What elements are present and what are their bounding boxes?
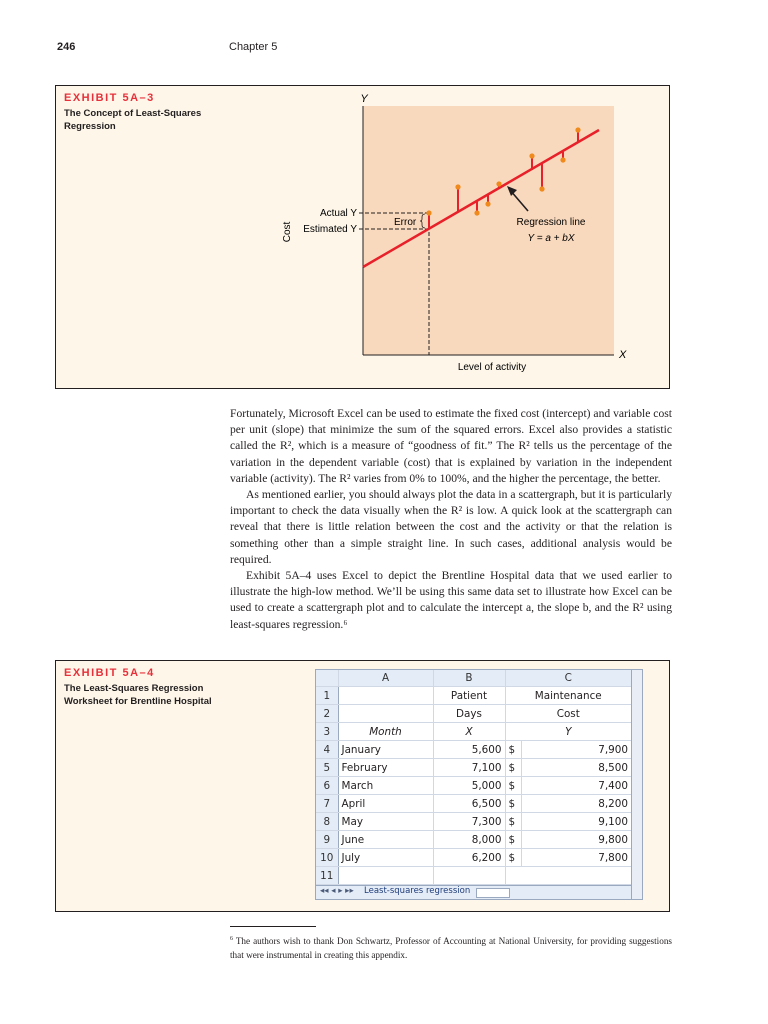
patient-days-cell[interactable]: 5,600 bbox=[433, 741, 505, 759]
column-header-row bbox=[316, 670, 632, 687]
cell[interactable]: Patient bbox=[433, 687, 505, 705]
row-header[interactable]: 1 bbox=[316, 687, 338, 705]
select-all-corner[interactable] bbox=[316, 670, 338, 687]
row-header[interactable]: 6 bbox=[316, 777, 338, 795]
maintenance-cost-cell[interactable]: 7,900 bbox=[521, 741, 632, 759]
patient-days-cell[interactable]: 7,100 bbox=[433, 759, 505, 777]
row-header[interactable]: 11 bbox=[316, 867, 338, 885]
maintenance-cost-cell[interactable]: 7,800 bbox=[521, 849, 632, 867]
row-header[interactable]: 7 bbox=[316, 795, 338, 813]
maintenance-cost-cell[interactable]: 9,800 bbox=[521, 831, 632, 849]
data-point bbox=[539, 186, 544, 191]
cell[interactable]: X bbox=[433, 723, 505, 741]
sheet-tab-bar bbox=[316, 885, 632, 899]
patient-days-cell[interactable]: 6,200 bbox=[433, 849, 505, 867]
month-cell[interactable]: June bbox=[338, 831, 433, 849]
cell[interactable] bbox=[505, 867, 632, 885]
column-header-c[interactable]: C bbox=[505, 670, 632, 687]
table-row bbox=[316, 723, 632, 741]
column-header-b[interactable]: B bbox=[433, 670, 505, 687]
page-number: 246 bbox=[57, 41, 76, 53]
row-header[interactable]: 3 bbox=[316, 723, 338, 741]
patient-days-cell[interactable]: 5,000 bbox=[433, 777, 505, 795]
month-cell[interactable]: May bbox=[338, 813, 433, 831]
currency-cell[interactable]: $ bbox=[505, 795, 521, 813]
month-cell[interactable]: January bbox=[338, 741, 433, 759]
chapter-title: Chapter 5 bbox=[229, 41, 278, 53]
table-row bbox=[316, 795, 632, 813]
cell[interactable]: Month bbox=[338, 723, 433, 741]
table-row bbox=[316, 831, 632, 849]
footnote-mark: 6 bbox=[230, 935, 233, 942]
sheet-nav-arrows-icon[interactable]: ◂◂ ◂ ▸ ▸▸ bbox=[320, 886, 354, 896]
currency-cell[interactable]: $ bbox=[505, 813, 521, 831]
regression-equation: Y = a + bX bbox=[527, 233, 575, 244]
error-label: Error bbox=[394, 217, 417, 228]
horizontal-scrollbar[interactable] bbox=[476, 888, 510, 898]
maintenance-cost-cell[interactable]: 7,400 bbox=[521, 777, 632, 795]
maintenance-cost-cell[interactable]: 8,200 bbox=[521, 795, 632, 813]
table-row bbox=[316, 777, 632, 795]
month-cell[interactable]: April bbox=[338, 795, 433, 813]
regression-line-title: Regression line bbox=[516, 217, 586, 228]
currency-cell[interactable]: $ bbox=[505, 777, 521, 795]
exhibit-label: EXHIBIT 5A–4 bbox=[64, 667, 155, 679]
cell[interactable] bbox=[338, 687, 433, 705]
currency-cell[interactable]: $ bbox=[505, 759, 521, 777]
vertical-scrollbar[interactable] bbox=[631, 670, 642, 899]
exhibit-5a-4 bbox=[55, 660, 670, 912]
table-row bbox=[316, 741, 632, 759]
cell[interactable]: Days bbox=[433, 705, 505, 723]
cost-label: Cost bbox=[282, 221, 293, 243]
currency-cell[interactable]: $ bbox=[505, 849, 521, 867]
month-cell[interactable]: February bbox=[338, 759, 433, 777]
data-point bbox=[485, 201, 490, 206]
patient-days-cell[interactable]: 8,000 bbox=[433, 831, 505, 849]
y-axis-label: Y bbox=[360, 93, 368, 105]
spreadsheet bbox=[315, 669, 643, 900]
row-header[interactable]: 8 bbox=[316, 813, 338, 831]
exhibit-label: EXHIBIT 5A–3 bbox=[64, 92, 155, 104]
row-header[interactable]: 10 bbox=[316, 849, 338, 867]
footnote-text: The authors wish to thank Don Schwartz, Professor of Accounting at National University, for providing suggestions that were instrumental in creating this appendix. bbox=[230, 936, 672, 960]
month-cell[interactable]: March bbox=[338, 777, 433, 795]
table-row bbox=[316, 687, 632, 705]
data-point bbox=[560, 157, 565, 162]
currency-cell[interactable]: $ bbox=[505, 831, 521, 849]
body-text bbox=[230, 406, 672, 633]
data-point bbox=[426, 210, 431, 215]
exhibit-title: The Least-Squares Regression Worksheet for Brentline Hospital bbox=[64, 683, 212, 707]
footnote-rule bbox=[230, 926, 316, 927]
patient-days-cell[interactable]: 7,300 bbox=[433, 813, 505, 831]
exhibit-5a-3 bbox=[55, 85, 670, 389]
sheet-tab[interactable]: Least-squares regression bbox=[364, 886, 471, 896]
paragraph-3: Exhibit 5A–4 uses Excel to depict the Brentline Hospital data that we used earlier to illustrate the high-low method. We’ll be using this same data set to illustrate how Excel can be used to create a scattergraph plot and to calculate the intercept a, the slope b, and the R² using least-squares regression.⁶ bbox=[230, 569, 672, 631]
actual-y-label: Actual Y bbox=[319, 208, 357, 219]
paragraph-2: As mentioned earlier, you should always plot the data in a scattergraph, but it is particularly important to check the data visually when the R² is low. A quick look at the scattergraph can reveal that there is little relation between the cost and the activity or that the relation is something other than a simple straight line. In such cases, additional analysis would be required. bbox=[230, 488, 672, 566]
row-header[interactable]: 4 bbox=[316, 741, 338, 759]
column-header-a[interactable]: A bbox=[338, 670, 433, 687]
row-header[interactable]: 2 bbox=[316, 705, 338, 723]
table-row bbox=[316, 867, 632, 885]
spreadsheet-grid bbox=[316, 670, 632, 885]
paragraph-1: Fortunately, Microsoft Excel can be used to estimate the fixed cost (intercept) and variable cost per unit (slope) that minimize the sum of the squared errors. Excel also provides a statistic called the R², which is a measure of “goodness of fit.” The R² tells us the percentage of the variation in the dependent variable (cost) that is explained by variation in the independent variable (activity). The R² varies from 0% to 100%, and the higher the percentage, the better. bbox=[230, 407, 672, 485]
data-point bbox=[474, 210, 479, 215]
row-header[interactable]: 5 bbox=[316, 759, 338, 777]
maintenance-cost-cell[interactable]: 8,500 bbox=[521, 759, 632, 777]
cell[interactable]: Y bbox=[505, 723, 632, 741]
maintenance-cost-cell[interactable]: 9,100 bbox=[521, 813, 632, 831]
table-row bbox=[316, 813, 632, 831]
cell[interactable] bbox=[338, 867, 433, 885]
data-point bbox=[575, 127, 580, 132]
cell[interactable] bbox=[433, 867, 505, 885]
exhibit-title: The Concept of Least-Squares Regression bbox=[64, 108, 202, 132]
month-cell[interactable]: July bbox=[338, 849, 433, 867]
x-axis-label: X bbox=[619, 349, 627, 361]
estimated-y-label: Estimated Y bbox=[303, 224, 357, 235]
data-point bbox=[529, 153, 534, 158]
row-header[interactable]: 9 bbox=[316, 831, 338, 849]
table-row bbox=[316, 705, 632, 723]
level-of-activity-label: Level of activity bbox=[457, 362, 527, 373]
least-squares-diagram bbox=[56, 86, 671, 390]
data-point bbox=[496, 181, 501, 186]
patient-days-cell[interactable]: 6,500 bbox=[433, 795, 505, 813]
table-row bbox=[316, 849, 632, 867]
cell[interactable]: Cost bbox=[505, 705, 632, 723]
cell[interactable]: Maintenance bbox=[505, 687, 632, 705]
table-row bbox=[316, 759, 632, 777]
footnote bbox=[230, 934, 672, 962]
data-point bbox=[455, 184, 460, 189]
cell[interactable] bbox=[338, 705, 433, 723]
currency-cell[interactable]: $ bbox=[505, 741, 521, 759]
